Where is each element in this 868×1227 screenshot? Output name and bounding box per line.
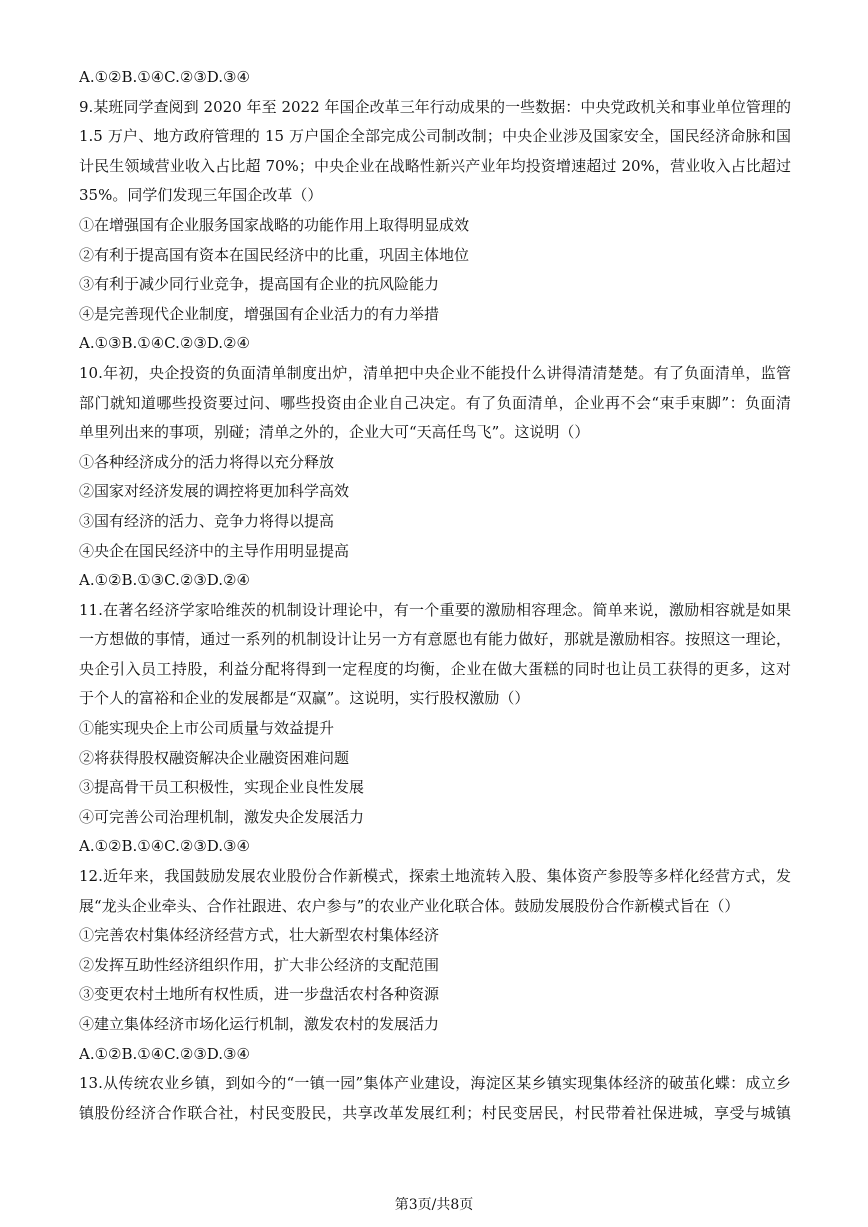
text-line: 展“龙头企业牵头、合作社跟进、农户参与”的农业产业化联合体。鼓励发展股份合作新模式旨在（） (79, 896, 740, 915)
text-line: 部门就知道哪些投资要过问、哪些投资由企业自己决定。有了负面清单，企业再不会“束手束脚”：负面清 (79, 393, 791, 412)
text-line: A.①②B.①④C.②③D.③④ (79, 68, 250, 86)
text-line: ④央企在国民经济中的主导作用明显提高 (79, 541, 350, 560)
text-line: ②国家对经济发展的调控将更加科学高效 (79, 482, 350, 501)
text-line: 于个人的富裕和企业的发展都是“双赢”。这说明，实行股权激励（） (79, 689, 530, 708)
text-line: A.①②B.①④C.②③D.③④ (79, 1044, 250, 1063)
text-line: 35%。同学们发现三年国企改革（） (79, 186, 323, 205)
text-line: A.①②B.①③C.②③D.②④ (79, 571, 250, 590)
text-line: ②有利于提高国有资本在国民经济中的比重，巩固主体地位 (79, 245, 470, 264)
text-line: 12.近年来，我国鼓励发展农业股份合作新模式，探索土地流转入股、集体资产参股等多样化经营方式，发 (79, 867, 791, 886)
text-line: ③提高骨干员工积极性，实现企业良性发展 (79, 778, 365, 797)
text-line: 13.从传统农业乡镇，到如今的“一镇一园”集体产业建设，海淀区某乡镇实现集体经济的破茧化蝶：成立乡 (79, 1074, 791, 1093)
text-line: ④是完善现代企业制度，增强国有企业活力的有力举措 (79, 304, 440, 323)
page-footer: 第3页/共8页 (394, 1197, 474, 1213)
text-line: 11.在著名经济学家哈维茨的机制设计理论中，有一个重要的激励相容理念。简单来说，激励相容就是如果 (79, 600, 791, 619)
text-line: 9.某班同学查阅到 2020 年至 2022 年国企改革三年行动成果的一些数据：中央党政机关和事业单位管理的 (79, 97, 791, 116)
text-line: ①能实现央企上市公司质量与效益提升 (79, 719, 335, 738)
text-line: ④建立集体经济市场化运行机制，激发农村的发展活力 (79, 1015, 440, 1033)
text-line: ③变更农村土地所有权性质，进一步盘活农村各种资源 (79, 985, 440, 1004)
text-line: ①完善农村集体经济经营方式，壮大新型农村集体经济 (79, 926, 440, 945)
text-line: ②将获得股权融资解决企业融资困难问题 (79, 748, 350, 767)
text-line: ②发挥互助性经济组织作用，扩大非公经济的支配范围 (79, 955, 440, 974)
text-line: 1.5 万户、地方政府管理的 15 万户国企全部完成公司制改制；中央企业涉及国家安全，国民经济命脉和国 (79, 127, 791, 146)
text-line: 镇股份经济合作联合社，村民变股民，共享改革发展红利；村民变居民，村民带着社保进城，享受与城镇 (79, 1103, 791, 1122)
text-line: 计民生领域营业收入占比超 70%；中央企业在战略性新兴产业年均投资增速超过 20%，营业收入占比超过 (79, 156, 791, 175)
text-line: 10.年初，央企投资的负面清单制度出炉，清单把中央企业不能投什么讲得清清楚楚。有了负面清单，监管 (79, 363, 791, 382)
text-line: A.①③B.①④C.②③D.②④ (79, 334, 250, 353)
text-line: ③有利于减少同行业竞争，提高国有企业的抗风险能力 (79, 275, 440, 294)
text-line: ③国有经济的活力、竞争力将得以提高 (79, 511, 335, 530)
text-line: ①各种经济成分的活力将得以充分释放 (79, 452, 335, 471)
text-line: 一方想做的事情，通过一系列的机制设计让另一方有意愿也有能力做好，那就是激励相容。按照这一理论， (79, 630, 791, 649)
text-line: 央企引入员工持股，利益分配将得到一定程度的均衡，企业在做大蛋糕的同时也让员工获得的更多，这对 (79, 659, 791, 678)
text-line: 单里列出来的事项，别碰；清单之外的，企业大可“天高任鸟飞”。这说明（） (79, 423, 590, 442)
question-content (79, 63, 791, 1128)
text-line: A.①②B.①④C.②③D.③④ (79, 837, 250, 856)
text-line: ①在增强国有企业服务国家战略的功能作用上取得明显成效 (79, 215, 470, 234)
text-line: ④可完善公司治理机制，激发央企发展活力 (79, 807, 365, 826)
